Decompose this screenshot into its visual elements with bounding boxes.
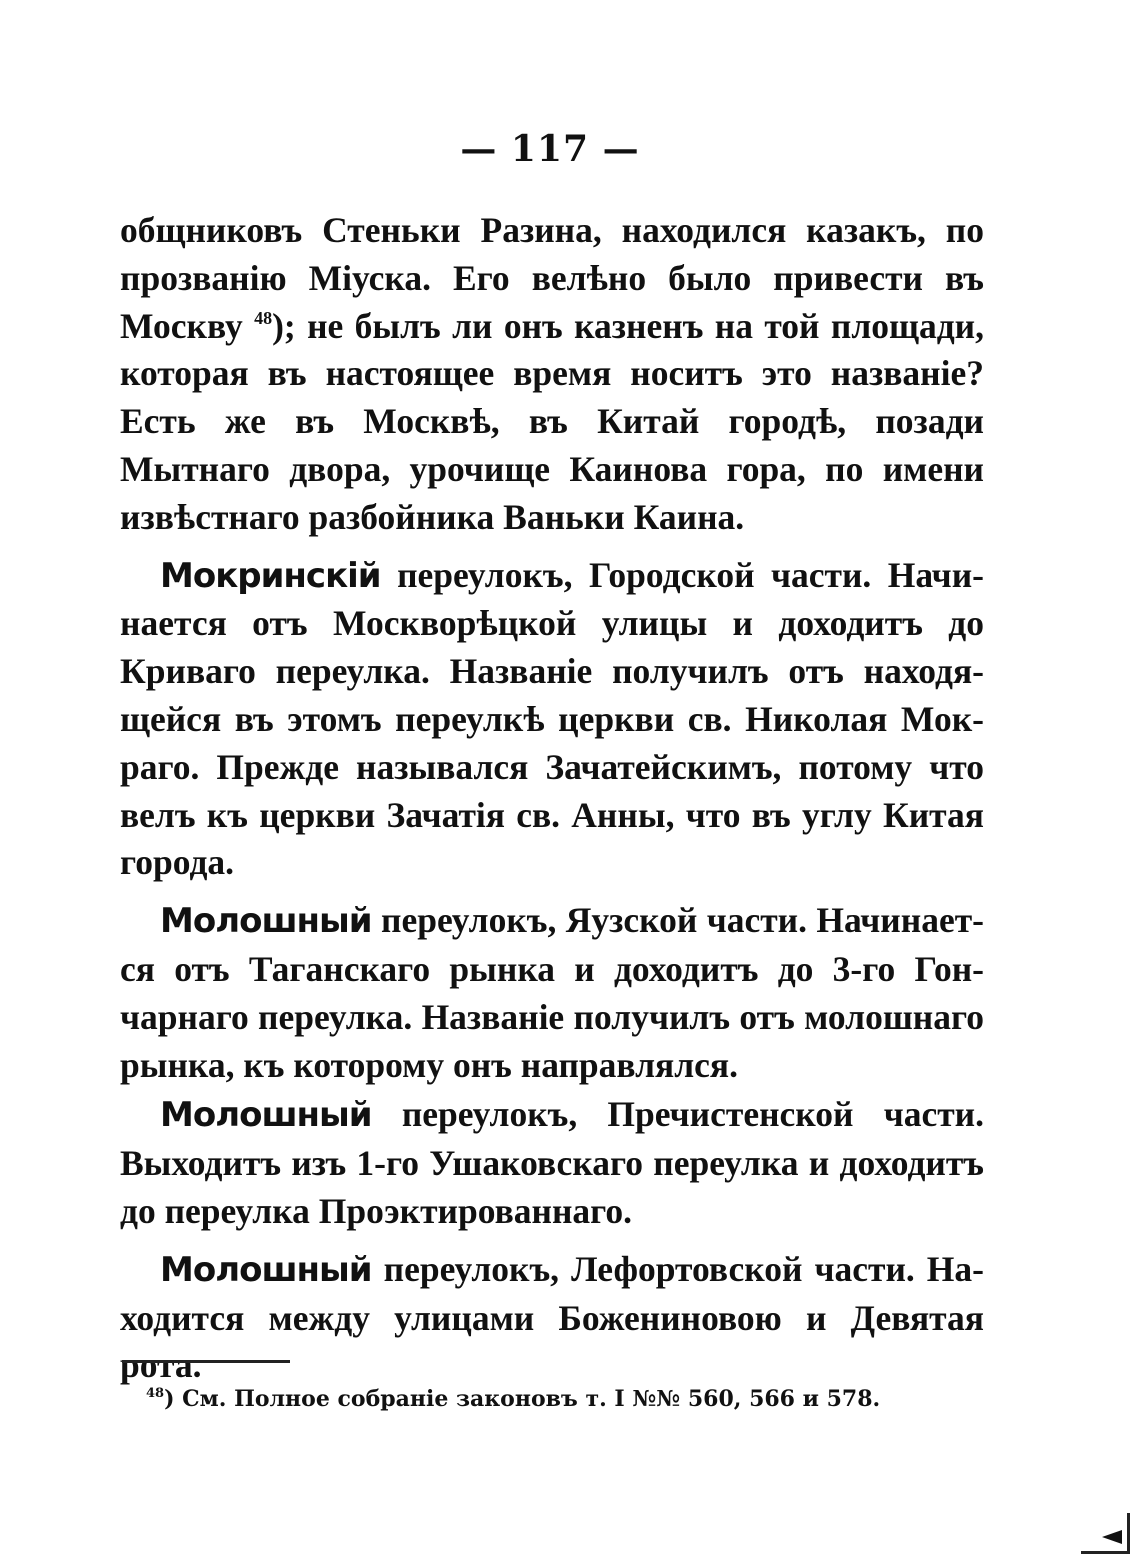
entry-headword: Молошный: [160, 1249, 372, 1290]
footnote-mark: 48: [146, 1386, 165, 1401]
entry-mokrinsky: [120, 552, 984, 888]
footnote: [146, 1386, 966, 1412]
entry-headword: Молошный: [160, 1095, 372, 1136]
entry-text: переулокъ, Лефортовской части. Находится между улицами Божениновою и Девятая рота.: [120, 1248, 984, 1386]
entry-text: переулокъ, Городской части. Начинается отъ Москворѣцкой улицы и доходитъ до Криваго переулка. Названіе получилъ отъ находящейся въ этомъ переулкѣ церкви св. Николая Мокраго. Прежде назывался Зачатейскимъ, потому что велъ къ церкви Зачатія св. Анны, что въ углу Китая города.: [120, 554, 984, 883]
entry-headword: Мокринскій: [160, 555, 381, 596]
continuation-text-a: общниковъ Стеньки Разина, находился казакъ, по прозванію Міуска. Его велѣно было привести въ Москву: [120, 210, 984, 346]
footnote-text: ) См. Полное собраніе законовъ т. I №№ 560, 566 и 578.: [164, 1386, 881, 1412]
footnote-reference[interactable]: 48: [254, 307, 273, 328]
arrow-left-icon: [1102, 1530, 1122, 1544]
page-body: [120, 207, 984, 1390]
entry-headword: Молошный: [160, 901, 372, 942]
entry-moloshny-prechistenskoy: [120, 1091, 984, 1235]
entry-moloshny-yauzskoy: [120, 897, 984, 1089]
page-number: — 117 —: [460, 128, 640, 170]
continuation-text-b: ); не былъ ли онъ казненъ на той площади, которая въ настоящее время носитъ это названіе? Есть же въ Москвѣ, въ Китай городѣ, позади Мытнаго двора, урочище Каинова гора, по имени извѣстнаго разбойника Ваньки Каина.: [120, 305, 984, 537]
footnote-separator: [122, 1360, 290, 1363]
continuation-paragraph: [120, 207, 984, 542]
entry-text: переулокъ, Пречистенской части. Выходитъ изъ 1-го Ушаковскаго переулка и доходитъ до переулка Проэктированнаго.: [120, 1094, 984, 1231]
entry-moloshny-lefortovskoy: [120, 1246, 984, 1390]
entry-text: переулокъ, Яузской части. Начинается отъ Таганскаго рынка и доходитъ до 3-го Гончарнаго переулка. Названіе получилъ отъ молошнаго рынка, къ которому онъ направлялся.: [120, 900, 984, 1085]
